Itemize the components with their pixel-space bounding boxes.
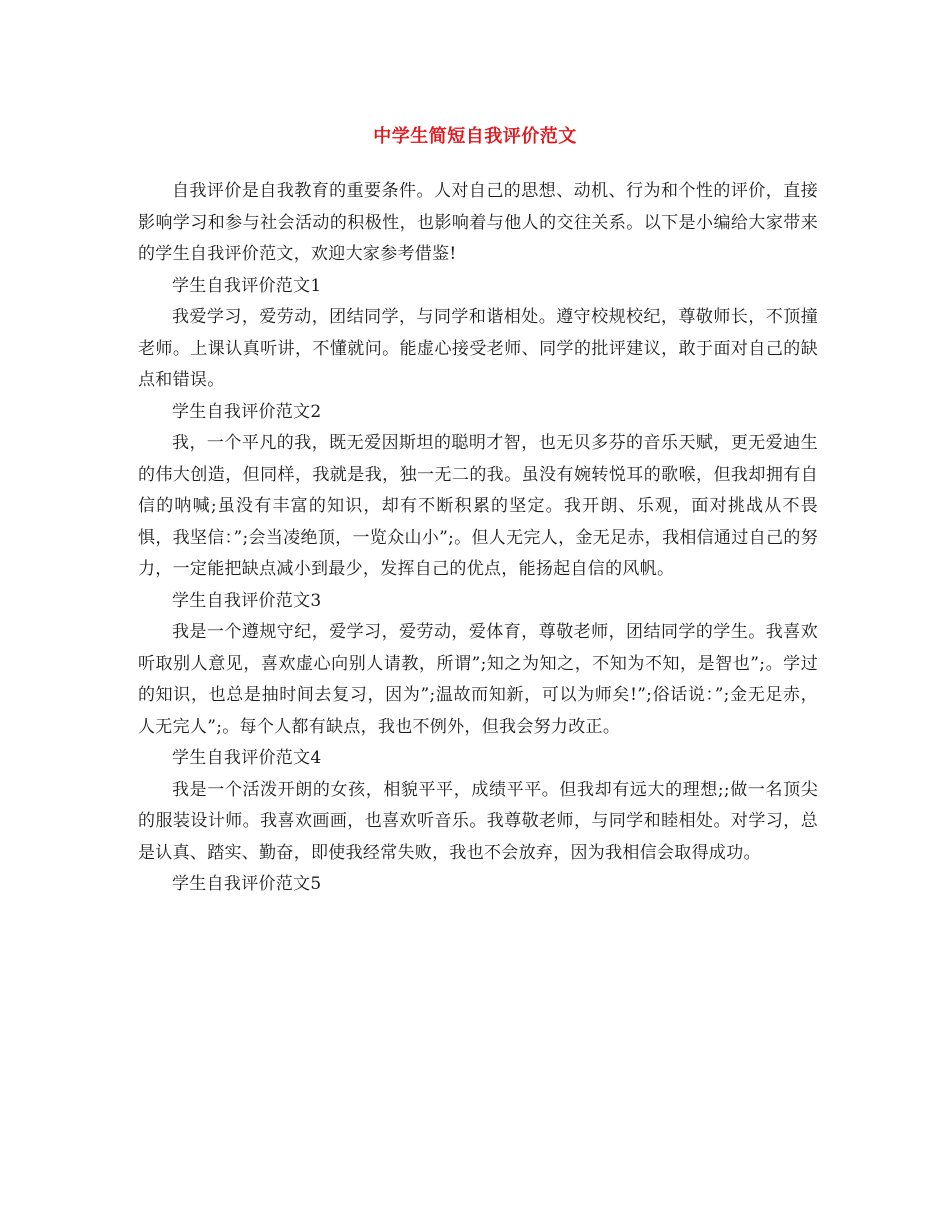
document-body — [138, 176, 818, 901]
section-heading-3: 学生自我评价范文3 — [172, 590, 322, 611]
section-heading-1: 学生自我评价范文1 — [172, 275, 322, 296]
intro-paragraph: 自我评价是自我教育的重要条件。人对自己的思想、动机、行为和个性的评价，直接影响学习和参与社会活动的积极性，也影响着与他人的交往关系。以下是小编给大家带来的学生自我评价范文，欢迎大家参考借鉴! — [138, 181, 818, 264]
section-body-1: 我爱学习，爱劳动，团结同学，与同学和谐相处。遵守校规校纪，尊敬师长，不顶撞老师。上课认真听讲，不懂就问。能虚心接受老师、同学的批评建议，敢于面对自己的缺点和错误。 — [138, 307, 818, 390]
section-heading-5: 学生自我评价范文5 — [172, 874, 322, 894]
document-title: 中学生简短自我评价范文 — [373, 126, 577, 147]
section-body-4: 我是一个活泼开朗的女孩，相貌平平，成绩平平。但我却有远大的理想;;做一名顶尖的服装设计师。我喜欢画画，也喜欢听音乐。我尊敬老师，与同学和睦相处。对学习，总是认真、踏实、勤奋，即使我经常失败，我也不会放弃，因为我相信会取得成功。 — [138, 779, 818, 863]
section-body-3: 我是一个遵规守纪，爱学习，爱劳动，爱体育，尊敬老师，团结同学的学生。我喜欢听取别人意见，喜欢虚心向别人请教，所谓”;知之为知之，不知为不知，是智也”;。学过的知识，也总是抽时间去复习，因为”;温故而知新，可以为师矣!”;俗话说：”;金无足赤，人无完人”;。每个人都有缺点，我也不例外，但我会努力改正。 — [138, 622, 818, 737]
section-heading-4: 学生自我评价范文4 — [172, 748, 322, 768]
section-heading-2: 学生自我评价范文2 — [172, 401, 322, 422]
section-body-2: 我，一个平凡的我，既无爱因斯坦的聪明才智，也无贝多芬的音乐天赋，更无爱迪生的伟大创造，但同样，我就是我，独一无二的我。虽没有婉转悦耳的歌喉，但我却拥有自信的呐喊;虽没有丰富的知识，却有不断积累的坚定。我开朗、乐观，面对挑战从不畏惧，我坚信：”;会当凌绝顶，一览众山小”;。但人无完人，金无足赤，我相信通过自己的努力，一定能把缺点减小到最少，发挥自己的优点，能扬起自信的风帆。 — [138, 433, 818, 579]
